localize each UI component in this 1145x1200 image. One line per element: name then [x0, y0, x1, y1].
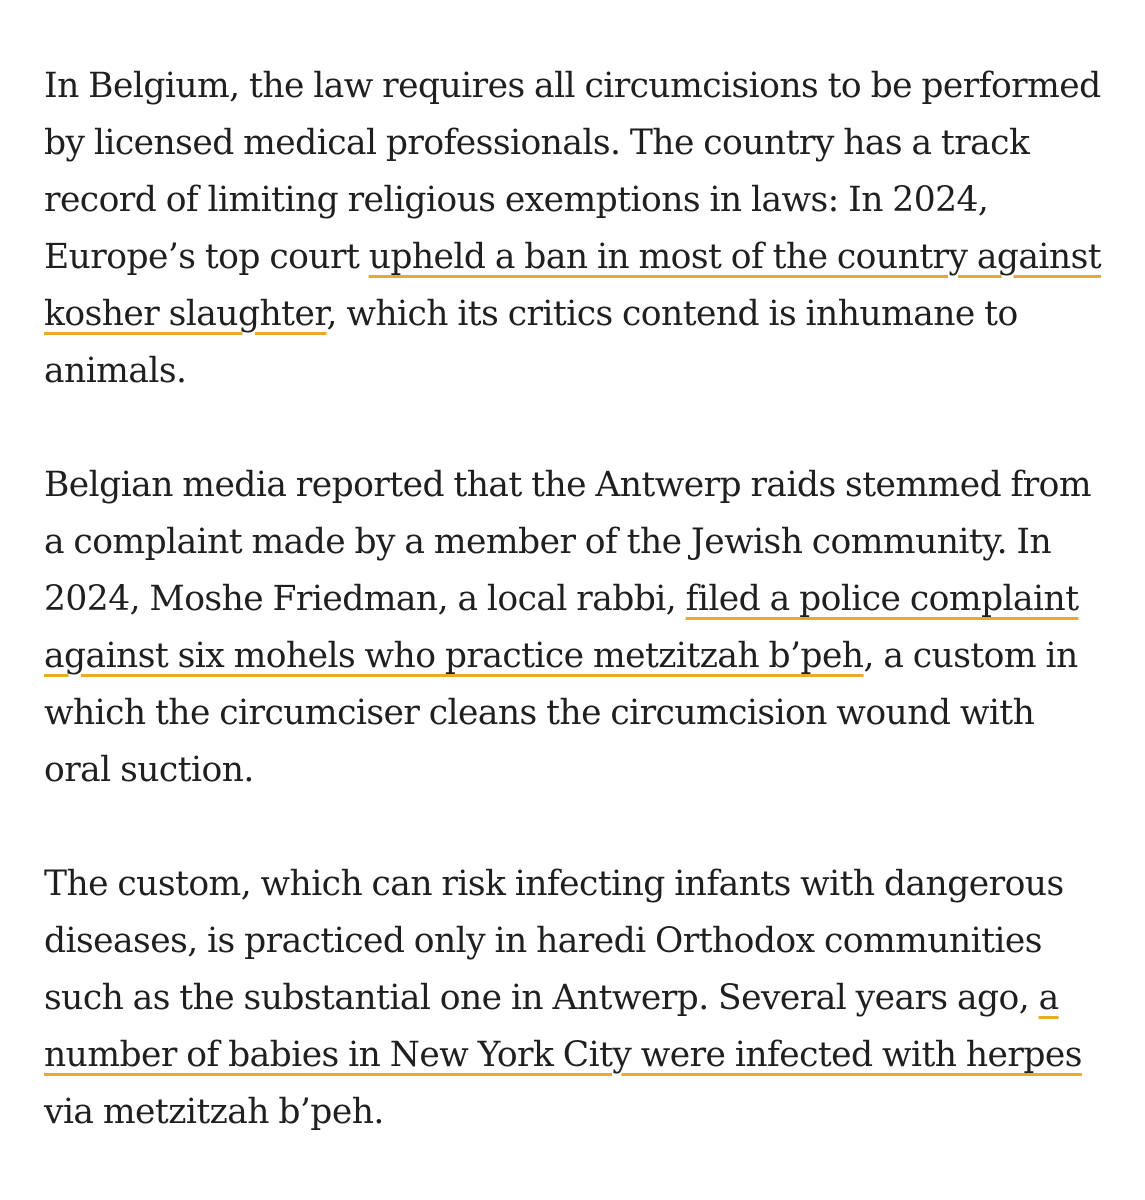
paragraph-text: , a custom in which the circumciser cleans the circumcision wound with oral suction.	[44, 636, 1078, 790]
link-kosher-slaughter-ban[interactable]: upheld a ban in most of the country against kosher slaughter	[44, 237, 1102, 334]
paragraph-custom-risks	[44, 856, 1104, 1141]
paragraph-text: The custom, which can risk infecting infants with dangerous diseases, is practiced only in haredi Orthodox communities such as the substantial one in Antwerp. Several years ago,	[44, 864, 1064, 1018]
paragraph-belgium-law	[44, 58, 1104, 400]
link-babies-infected[interactable]: a number of babies in New York City were infected with herpes	[44, 978, 1082, 1075]
paragraph-text: In Belgium, the law requires all circumcisions to be performed by licensed medical professionals. The country has a track record of limiting religious exemptions in laws: In 2024, Europe’s top court	[44, 66, 1101, 277]
paragraph-text: via metzitzah b’peh.	[44, 1092, 384, 1132]
paragraph-text: , which its critics contend is inhumane to animals.	[44, 294, 1018, 391]
paragraph-text: Belgian media reported that the Antwerp raids stemmed from a complaint made by a member of the Jewish community. In 2024, Moshe Friedman, a local rabbi,	[44, 465, 1092, 619]
article-body	[44, 58, 1104, 1141]
paragraph-antwerp-raids	[44, 457, 1104, 799]
link-police-complaint[interactable]: filed a police complaint against six mohels who practice metzitzah b’peh	[44, 579, 1079, 676]
